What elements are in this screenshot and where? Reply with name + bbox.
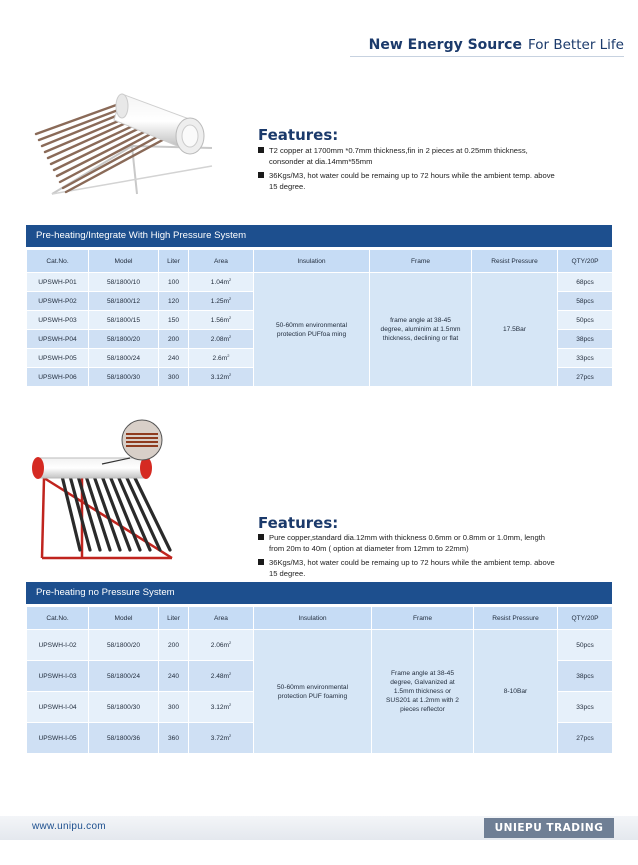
cell-qty: 50pcs (558, 630, 613, 661)
cell-cat-no: UPSWH-P04 (27, 330, 89, 349)
column-header: Liter (159, 250, 189, 273)
spec-table-no-pressure (26, 606, 613, 754)
cell-model: 58/1800/20 (89, 330, 159, 349)
section-title-no-pressure: Pre-heating no Pressure System (26, 582, 612, 604)
column-header: QTY/20P (558, 607, 613, 630)
cell-liter: 240 (159, 661, 189, 692)
cell-liter: 200 (159, 630, 189, 661)
header-title-light: For Better Life (527, 37, 624, 53)
cell-liter: 120 (159, 292, 189, 311)
cell-model: 58/1800/20 (89, 630, 159, 661)
cell-liter: 150 (159, 311, 189, 330)
column-header: Resist Pressure (474, 607, 558, 630)
feature-item: 36Kgs/M3, hot water could be remaing up to 72 hours while the ambient temp. above 15 degree. (258, 170, 558, 193)
features-list-1 (258, 145, 558, 195)
cell-model: 58/1800/30 (89, 368, 159, 387)
features-title-1: Features: (258, 126, 339, 144)
cell-model: 58/1800/36 (89, 723, 159, 754)
features-list-2 (258, 532, 562, 582)
column-header: Frame (370, 250, 472, 273)
header-title-bold: New Energy Source (368, 37, 522, 53)
column-header: Cat.No. (27, 607, 89, 630)
cell-qty: 27pcs (558, 723, 613, 754)
column-header: Liter (159, 607, 189, 630)
table-header-row (27, 250, 613, 273)
cell-qty: 33pcs (558, 692, 613, 723)
cell-liter: 240 (159, 349, 189, 368)
cell-qty: 33pcs (558, 349, 613, 368)
header-divider (350, 56, 624, 57)
column-header: Model (89, 250, 159, 273)
cell-cat-no: UPSWH-I-03 (27, 661, 89, 692)
cell-area: $2.06m^2$ (189, 630, 254, 661)
cell-cat-no: UPSWH-I-02 (27, 630, 89, 661)
cell-area: $2.48m^2$ (189, 661, 254, 692)
column-header: Insulation (254, 607, 372, 630)
column-header: Frame (372, 607, 474, 630)
cell-liter: 360 (159, 723, 189, 754)
cell-cat-no: UPSWH-P03 (27, 311, 89, 330)
company-badge: UNIEPU TRADING (484, 818, 614, 838)
column-header: Cat.No. (27, 250, 89, 273)
cell-insulation: 50-60mm environmental protection PUFfoa ming (254, 273, 370, 387)
cell-cat-no: UPSWH-I-04 (27, 692, 89, 723)
section-title-high-pressure: Pre-heating/Integrate With High Pressure System (26, 225, 612, 247)
cell-area: $1.25m^2$ (189, 292, 254, 311)
column-header: Area (189, 250, 254, 273)
cell-cat-no: UPSWH-P01 (27, 273, 89, 292)
cell-area: $3.72m^2$ (189, 723, 254, 754)
features-title-2: Features: (258, 514, 339, 532)
column-header: Insulation (254, 250, 370, 273)
cell-qty: 50pcs (558, 311, 613, 330)
cell-qty: 27pcs (558, 368, 613, 387)
cell-cat-no: UPSWH-P02 (27, 292, 89, 311)
solar-water-heater-image-2 (22, 418, 202, 568)
cell-model: 58/1800/30 (89, 692, 159, 723)
cell-liter: 300 (159, 692, 189, 723)
cell-model: 58/1800/12 (89, 292, 159, 311)
table-row (27, 630, 613, 661)
feature-item: 36Kgs/M3, hot water could be remaing up to 72 hours while the ambient temp. above 15 degree. (258, 557, 562, 580)
column-header: Resist Pressure (472, 250, 558, 273)
cell-cat-no: UPSWH-I-05 (27, 723, 89, 754)
column-header: Area (189, 607, 254, 630)
table-header-row (27, 607, 613, 630)
cell-area: $3.12m^2$ (189, 368, 254, 387)
cell-area: $1.04m^2$ (189, 273, 254, 292)
cell-model: 58/1800/24 (89, 661, 159, 692)
cell-liter: 200 (159, 330, 189, 349)
cell-resist-pressure: 8-10Bar (474, 630, 558, 754)
cell-cat-no: UPSWH-P05 (27, 349, 89, 368)
solar-water-heater-image-1 (22, 86, 222, 198)
cell-insulation: 50-60mm environmental protection PUF foaming (254, 630, 372, 754)
cell-frame: Frame angle at 38-45 degree, Galvanized at 1.5mm thickness or SUS201 at 1.2mm with 2 pieces reflector (372, 630, 474, 754)
cell-model: 58/1800/24 (89, 349, 159, 368)
feature-item: Pure copper,standard dia.12mm with thickness 0.6mm or 0.8mm or 1.0mm, length from 20m to 40m ( option at diameter from 12mm to 22mm) (258, 532, 562, 555)
column-header: QTY/20P (558, 250, 613, 273)
page-header (369, 36, 624, 54)
cell-qty: 68pcs (558, 273, 613, 292)
cell-liter: 300 (159, 368, 189, 387)
cell-qty: 38pcs (558, 661, 613, 692)
website-link[interactable]: www.unipu.com (32, 821, 106, 832)
spec-table-high-pressure (26, 249, 613, 387)
cell-frame: frame angle at 38-45 degree, aluminim at 1.5mm thickness, declining or flat (370, 273, 472, 387)
cell-cat-no: UPSWH-P06 (27, 368, 89, 387)
cell-area: $3.12m^2$ (189, 692, 254, 723)
feature-item: T2 copper at 1700mm *0.7mm thickness,fin in 2 pieces at 0.25mm thickness, consonder at dia.14mm*55mm (258, 145, 558, 168)
cell-resist-pressure: 17.5Bar (472, 273, 558, 387)
column-header: Model (89, 607, 159, 630)
cell-liter: 100 (159, 273, 189, 292)
table-row (27, 273, 613, 292)
cell-model: 58/1800/10 (89, 273, 159, 292)
cell-model: 58/1800/15 (89, 311, 159, 330)
cell-area: $1.56m^2$ (189, 311, 254, 330)
cell-qty: 58pcs (558, 292, 613, 311)
cell-qty: 38pcs (558, 330, 613, 349)
cell-area: $2.08m^2$ (189, 330, 254, 349)
cell-area: $2.6m^2$ (189, 349, 254, 368)
